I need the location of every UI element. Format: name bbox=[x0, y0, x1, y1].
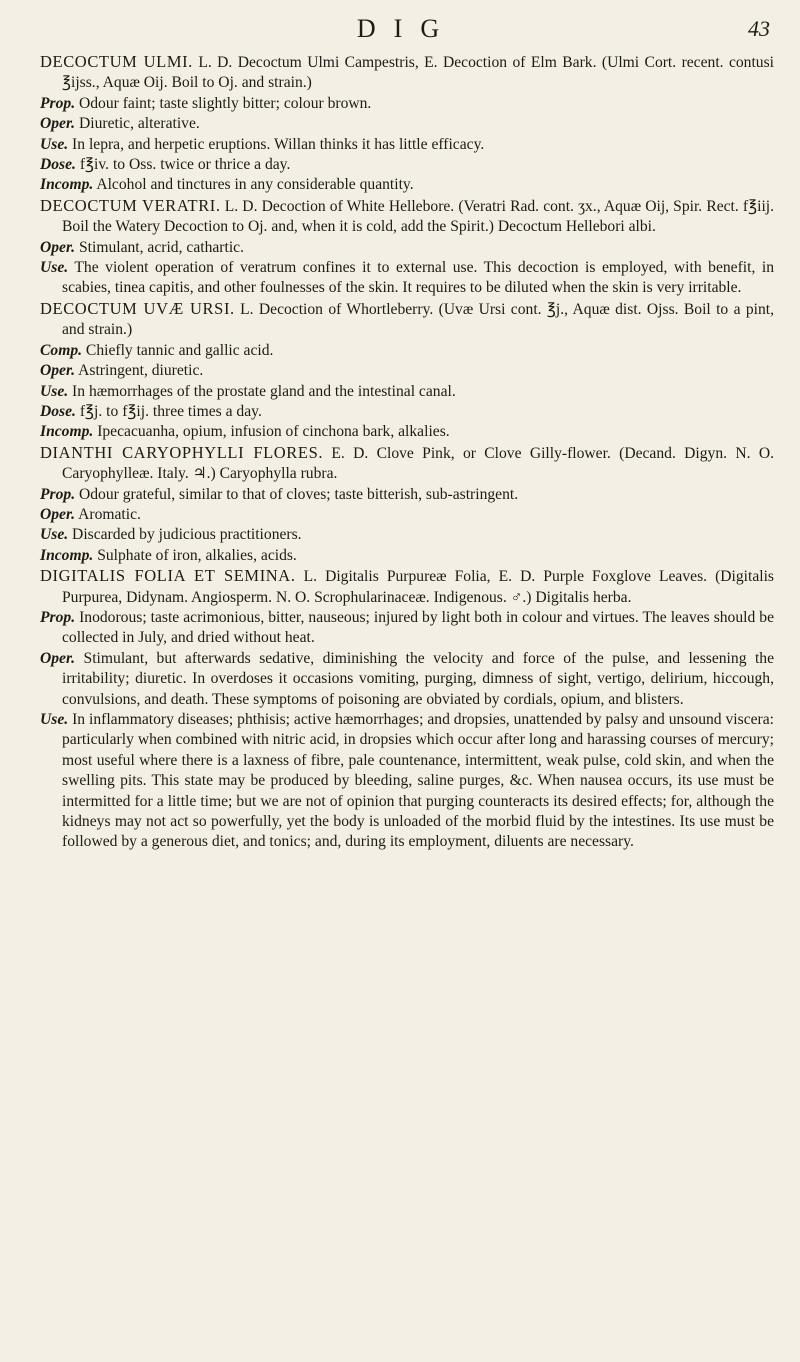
entry-field bbox=[40, 649, 774, 710]
entry-field bbox=[40, 341, 774, 361]
entry-field bbox=[40, 361, 774, 381]
field-text: Sulphate of iron, alkalies, acids. bbox=[93, 546, 297, 564]
field-text: Odour faint; taste slightly bitter; colour brown. bbox=[75, 94, 372, 112]
field-label: Incomp. bbox=[40, 546, 94, 564]
field-text: Stimulant, but afterwards sedative, diminishing the velocity and force of the pulse, and lessening the irritability; diuretic. In overdoses it occasions vomiting, purging, dimness of sight, vertigo, delirium, hiccough, convulsions, and death. These symptoms of poisoning are obviated by cordials, opium, and blisters. bbox=[62, 649, 774, 708]
field-label: Dose. bbox=[40, 156, 76, 174]
entry-heading-paragraph bbox=[40, 443, 774, 485]
field-text: Diuretic, alterative. bbox=[75, 115, 200, 133]
field-label: Oper. bbox=[40, 115, 76, 133]
entry-heading-paragraph bbox=[40, 299, 774, 341]
entry-field bbox=[40, 485, 774, 505]
entry-heading: DECOCTUM VERATRI. bbox=[40, 195, 221, 215]
field-label: Use. bbox=[40, 135, 69, 153]
field-text: Chiefly tannic and gallic acid. bbox=[82, 341, 274, 359]
entry-heading: DECOCTUM UVÆ URSI. bbox=[40, 298, 235, 318]
field-label: Oper. bbox=[40, 649, 76, 667]
field-text: The violent operation of veratrum confines it to external use. This decoction is employed, with benefit, in scabies, tinea capitis, and other foulnesses of the skin. It requires to be diluted when the skin is very irritable. bbox=[62, 259, 774, 297]
entry-heading-text: L. Digitalis Purpureæ Folia, E. D. Purple Foxglove Leaves. (Digitalis Purpurea, Didynam. Angiosperm. N. O. Scrophularinaceæ. Indigenous. ♂.) Digitalis herba. bbox=[62, 568, 774, 606]
field-text: f℥iv. to Oss. twice or thrice a day. bbox=[75, 156, 291, 174]
entry-heading: DIANTHI CARYOPHYLLI FLORES. bbox=[40, 442, 324, 462]
entry-field bbox=[40, 402, 774, 422]
entry-field bbox=[40, 155, 774, 175]
entries bbox=[40, 52, 774, 853]
entry-heading-text: L. Decoction of Whortleberry. (Uvæ Ursi cont. ℥j., Aquæ dist. Ojss. Boil to a pint, and strain.) bbox=[62, 300, 774, 339]
page-number: 43 bbox=[748, 16, 770, 41]
entry-field bbox=[40, 525, 774, 545]
entry-heading: DIGITALIS FOLIA ET SEMINA. bbox=[40, 566, 296, 586]
entry-field bbox=[40, 175, 774, 195]
entry-heading-paragraph bbox=[40, 196, 774, 238]
entry-field bbox=[40, 505, 774, 525]
field-label: Prop. bbox=[40, 608, 76, 626]
entry-field bbox=[40, 382, 774, 402]
field-text: In inflammatory diseases; phthisis; active hæmorrhages; and dropsies, unattended by palsy and unsound viscera: particularly when combined with nitric acid, in dropsies which occur after long and harassing courses of mercury; most useful where there is a laxness of fibre, pale countenance, intermittent, weak pulse, cold skin, and when the swelling pits. This state may be produced by bleeding, saline purges, &c. When nausea occurs, its use must be intermitted for a little time; but we are not of opinion that purging counteracts its desired effects; for, although the kidneys may not act so powerfully, yet the body is unloaded of the morbid fluid by the intestines. Its use must be followed by a generous diet, and tonics; and, during its employment, diluents are necessary. bbox=[62, 711, 774, 851]
entry-field bbox=[40, 422, 774, 442]
field-label: Incomp. bbox=[40, 176, 94, 194]
entry-field bbox=[40, 238, 774, 258]
entry-field bbox=[40, 546, 774, 566]
entry-field bbox=[40, 710, 774, 853]
entry-heading-text: E. D. Clove Pink, or Clove Gilly-flower. (Decand. Digyn. N. O. Caryophylleæ. Italy. ♃.) Caryophylla rubra. bbox=[62, 444, 774, 483]
entry-heading-paragraph bbox=[40, 52, 774, 94]
field-text: Stimulant, acrid, cathartic. bbox=[75, 238, 244, 256]
entry-heading: DECOCTUM ULMI. bbox=[40, 52, 193, 71]
field-label: Comp. bbox=[40, 341, 83, 359]
entry-heading-paragraph bbox=[40, 566, 774, 608]
field-text: Odour grateful, similar to that of cloves; taste bitterish, sub-astringent. bbox=[75, 485, 519, 503]
field-text: Inodorous; taste acrimonious, bitter, nauseous; injured by light both in colour and virtues. The leaves should be collected in July, and dried without heat. bbox=[62, 608, 774, 647]
field-text: Aromatic. bbox=[75, 505, 141, 523]
field-label: Oper. bbox=[40, 505, 76, 523]
entry bbox=[40, 566, 774, 853]
field-label: Use. bbox=[40, 382, 69, 400]
field-label: Use. bbox=[40, 711, 69, 728]
field-label: Dose. bbox=[40, 402, 76, 420]
field-text: Alcohol and tinctures in any considerable quantity. bbox=[93, 176, 414, 194]
entry-field bbox=[40, 94, 774, 114]
field-label: Oper. bbox=[40, 238, 76, 256]
field-label: Use. bbox=[40, 259, 69, 277]
entry bbox=[40, 443, 774, 566]
field-text: Ipecacuanha, opium, infusion of cinchona bark, alkalies. bbox=[93, 423, 450, 441]
entry-heading-text: L. D. Decoction of White Hellebore. (Veratri Rad. cont. ʒx., Aquæ Oij, Spir. Rect. f℥iij. Boil the Watery Decoction to Oj. and, when it is cold, add the Spirit.) Decoctum Hellebori albi. bbox=[62, 197, 775, 236]
entry bbox=[40, 52, 774, 196]
field-label: Prop. bbox=[40, 94, 76, 112]
field-text: In lepra, and herpetic eruptions. Willan thinks it has little efficacy. bbox=[68, 135, 485, 153]
field-text: Discarded by judicious practitioners. bbox=[68, 526, 302, 544]
field-label: Use. bbox=[40, 526, 69, 544]
running-title: DIG bbox=[356, 14, 458, 43]
running-header bbox=[40, 14, 774, 52]
field-label: Oper. bbox=[40, 362, 76, 380]
entry-field bbox=[40, 608, 774, 649]
entry bbox=[40, 299, 774, 443]
field-text: f℥j. to f℥ij. three times a day. bbox=[75, 402, 262, 420]
entry-field bbox=[40, 258, 774, 299]
entry bbox=[40, 196, 774, 299]
entry-field bbox=[40, 135, 774, 155]
field-label: Incomp. bbox=[40, 423, 94, 441]
field-text: In hæmorrhages of the prostate gland and the intestinal canal. bbox=[68, 382, 456, 400]
field-label: Prop. bbox=[40, 485, 76, 503]
entry-field bbox=[40, 114, 774, 134]
entry-heading-text: L. D. Decoctum Ulmi Campestris, E. Decoction of Elm Bark. (Ulmi Cort. recent. contusi ℥ijss., Aquæ Oij. Boil to Oj. and strain.) bbox=[62, 54, 775, 92]
field-text: Astringent, diuretic. bbox=[75, 362, 204, 380]
